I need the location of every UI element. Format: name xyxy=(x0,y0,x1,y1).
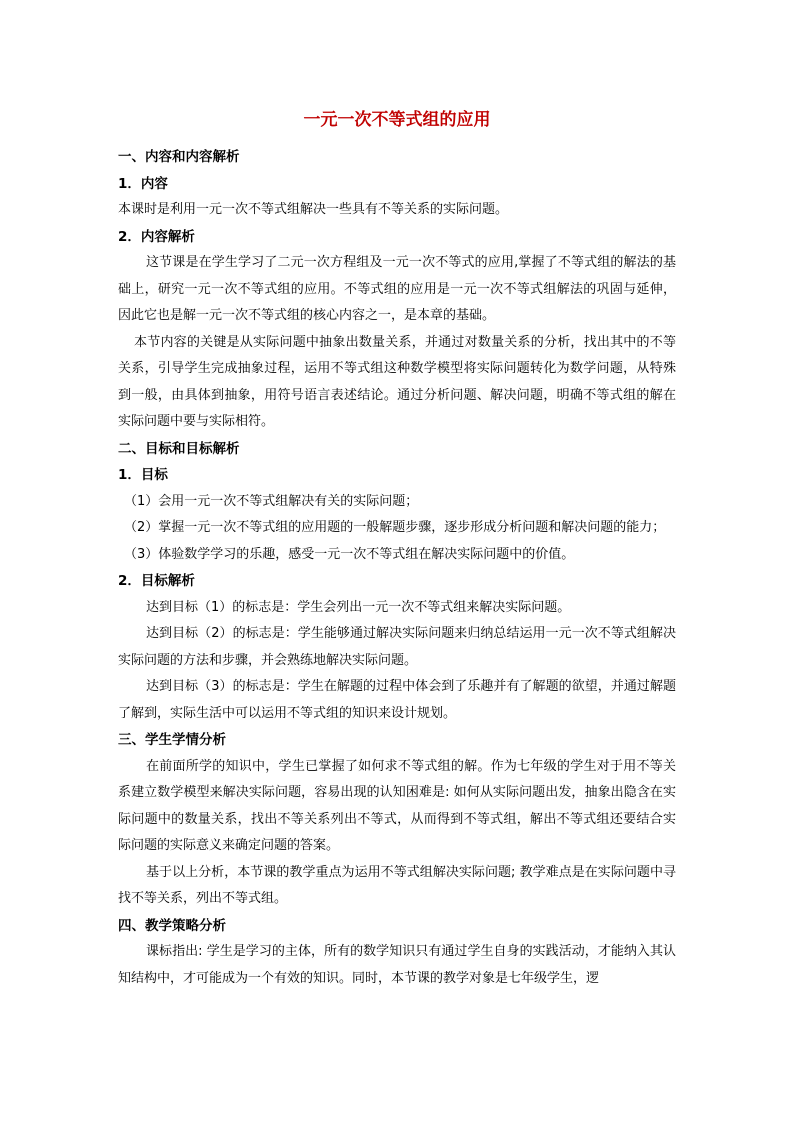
paragraph-content-analysis-2: 本节内容的关键是从实际问题中抽象出数量关系，并通过对数量关系的分析，找出其中的不等关系，引导学生完成抽象过程，运用不等式组这种数学模型将实际问题转化为数学问题，从特殊到一般，由具体到抽象，用符号语言表述结论。通过分析问题、解决问题，明确不等式组的解在实际问题中要与实际相符。 xyxy=(118,334,676,429)
document-page xyxy=(118,100,676,992)
document-title: 一元一次不等式组的应用 xyxy=(303,110,491,130)
paragraph-students-1: 在前面所学的知识中，学生已掌握了如何求不等式组的解。作为七年级的学生对于用不等关系建立数学模型来解决实际问题，容易出现的认知困难是: 如何从实际问题出发，抽象出隐含在实际问题中的数量关系，找出不等关系列出不等式，从而得到不等式组，解出不等式组还要结合实际问题的实际意义来确定问题的答案。 xyxy=(118,758,676,853)
subheading-content-analysis: 2．内容解析 xyxy=(118,228,195,245)
paragraph-goals-analysis-1: 达到目标（1）的标志是：学生会列出一元一次不等式组来解决实际问题。 xyxy=(146,599,571,615)
paragraph-students-2: 基于以上分析，本节课的教学重点为运用不等式组解决实际问题; 教学难点是在实际问题中寻找不等关系，列出不等式组。 xyxy=(118,864,676,906)
subheading-goals: 1．目标 xyxy=(118,467,168,483)
paragraph-goals-analysis-3: 达到目标（3）的标志是：学生在解题的过程中体会到了乐趣并有了解题的欲望，并通过解题了解到，实际生活中可以运用不等式组的知识来设计规划。 xyxy=(118,679,676,721)
paragraph-strategy-1: 课标指出: 学生是学习的主体，所有的数学知识只有通过学生自身的实践活动，才能纳入其认知结构中，才可能成为一个有效的知识。同时，本节课的教学对象是七年级学生，逻 xyxy=(118,944,676,986)
section-heading-content: 一、内容和内容解析 xyxy=(118,149,240,165)
goal-item-2: （2）掌握一元一次不等式组的应用题的一般解题步骤，逐步形成分析问题和解决问题的能力； xyxy=(124,520,666,535)
subheading-goals-analysis: 2．目标解析 xyxy=(118,573,195,589)
section-heading-students: 三、学生学情分析 xyxy=(118,732,226,748)
section-heading-strategy: 四、教学策略分析 xyxy=(118,917,226,934)
paragraph-content: 本课时是利用一元一次不等式组解决一些具有不等关系的实际问题。 xyxy=(118,202,509,217)
paragraph-goals-analysis-2: 达到目标（2）的标志是：学生能够通过解决实际问题来归纳总结运用一元一次不等式组解决实际问题的方法和步骤，并会熟练地解决实际问题。 xyxy=(118,626,676,668)
subheading-content: 1．内容 xyxy=(118,175,168,192)
goal-item-1: （1）会用一元一次不等式组解决有关的实际问题； xyxy=(124,493,419,509)
paragraph-content-analysis-1: 这节课是在学生学习了二元一次方程组及一元一次不等式的应用,掌握了不等式组的解法的基础上，研究一元一次不等式组的应用。不等式组的应用是一元一次不等式组解法的巩固与延伸，因此它也是解一元一次不等式组的核心内容之一，是本章的基础。 xyxy=(118,255,676,323)
section-heading-goals: 二、目标和目标解析 xyxy=(118,440,240,457)
goal-item-3: （3）体验数学学习的乐趣，感受一元一次不等式组在解决实际问题中的价值。 xyxy=(124,546,575,562)
